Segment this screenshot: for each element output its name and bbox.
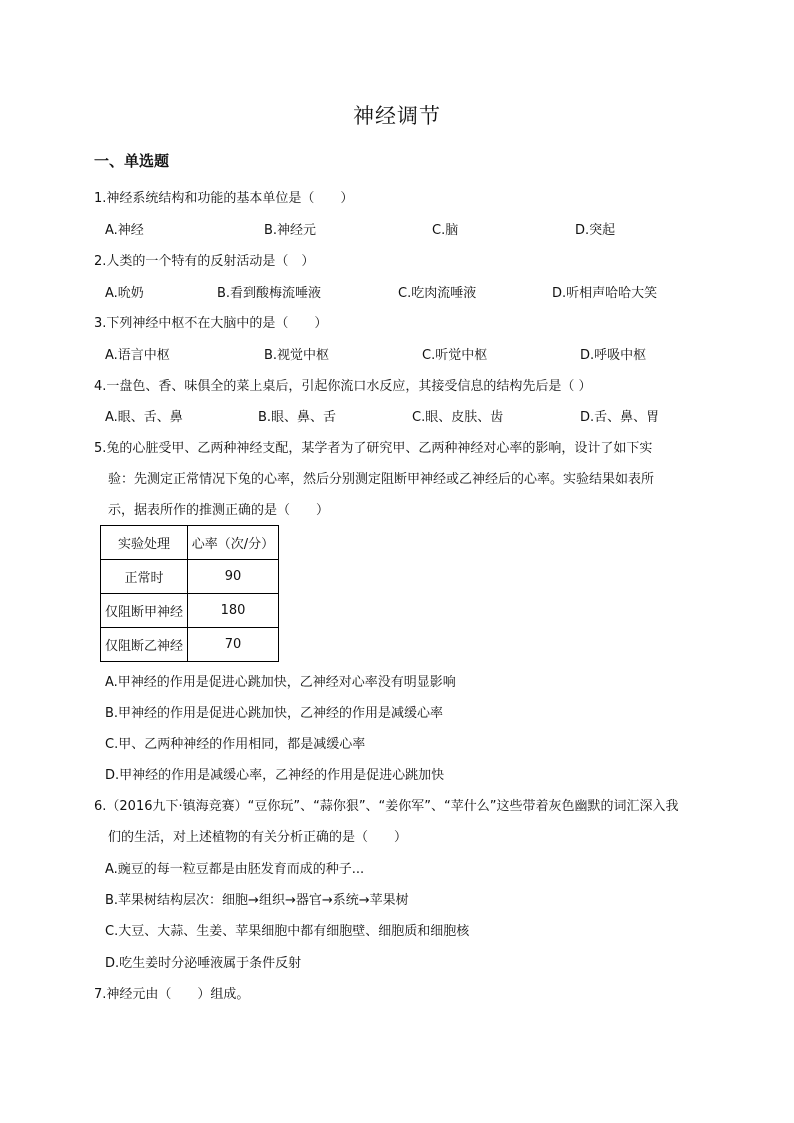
question-6-stem-line-2: 们的生活，对上述植物的有关分析正确的是（ ） [108, 830, 408, 845]
q4-option-c: C.眼、皮肤、齿 [412, 410, 504, 425]
table-row [101, 594, 279, 628]
q5-option-d: D.甲神经的作用是减缓心率，乙神经的作用是促进心跳加快 [105, 768, 445, 783]
q3-option-b: B.视觉中枢 [264, 348, 330, 363]
q1-option-a: A.神经 [105, 223, 144, 238]
question-3-stem: 3.下列神经中枢不在大脑中的是（ ） [94, 316, 328, 331]
question-4-stem: 4.一盘色、香、味俱全的菜上桌后，引起你流口水反应，其接受信息的结构先后是（ ） [94, 379, 592, 394]
q4-option-d: D.舌、鼻、胃 [580, 410, 660, 425]
table-header-cell: 实验处理 [101, 526, 188, 560]
q2-option-d: D.听相声哈哈大笑 [552, 286, 658, 301]
question-5-stem-line-2: 验：先测定正常情况下兔的心率，然后分别测定阻断甲神经或乙神经后的心率。实验结果如表所 [108, 472, 655, 487]
table-cell: 仅阻断甲神经 [101, 594, 188, 628]
q3-option-a: A.语言中枢 [105, 348, 170, 363]
q6-option-c: C.大豆、大蒜、生姜、苹果细胞中都有细胞壁、细胞质和细胞核 [105, 924, 470, 939]
q5-option-a: A.甲神经的作用是促进心跳加快，乙神经对心率没有明显影响 [105, 675, 456, 690]
page-title: 神经调节 [353, 104, 441, 128]
table-cell: 仅阻断乙神经 [101, 628, 188, 662]
q3-option-c: C.听觉中枢 [422, 348, 488, 363]
q2-option-b: B.看到酸梅流唾液 [217, 286, 322, 301]
table-cell: 70 [188, 628, 279, 662]
q1-option-b: B.神经元 [264, 223, 317, 238]
section-heading: 一、单选题 [94, 152, 170, 170]
table-row [101, 560, 279, 594]
question-5-stem-line-1: 5.兔的心脏受甲、乙两种神经支配，某学者为了研究甲、乙两种神经对心率的影响，设计了如下实 [94, 441, 653, 456]
table-row [101, 628, 279, 662]
q4-option-a: A.眼、舌、鼻 [105, 410, 183, 425]
table-cell: 90 [188, 560, 279, 594]
q4-option-b: B.眼、鼻、舌 [258, 410, 337, 425]
question-5-stem-line-3: 示，据表所作的推测正确的是（ ） [108, 503, 330, 518]
q2-option-a: A.吮奶 [105, 286, 144, 301]
q5-option-b: B.甲神经的作用是促进心跳加快，乙神经的作用是减缓心率 [105, 706, 444, 721]
q2-option-c: C.吃肉流唾液 [398, 286, 477, 301]
table-cell: 正常时 [101, 560, 188, 594]
q5-option-c: C.甲、乙两种神经的作用相同，都是减缓心率 [105, 737, 366, 752]
question-2-stem: 2.人类的一个特有的反射活动是（ ） [94, 254, 315, 269]
q3-option-d: D.呼吸中枢 [580, 348, 647, 363]
q6-option-d: D.吃生姜时分泌唾液属于条件反射 [105, 956, 302, 971]
question-7-stem: 7.神经元由（ ）组成。 [94, 987, 250, 1002]
heart-rate-table [100, 525, 279, 662]
question-1-stem: 1.神经系统结构和功能的基本单位是（ ） [94, 191, 354, 206]
table-header-row [101, 526, 279, 560]
q6-option-b: B.苹果树结构层次：细胞→组织→器官→系统→苹果树 [105, 893, 409, 908]
question-6-stem-line-1: 6.（2016九下·镇海竞赛）“豆你玩”、“蒜你狠”、“姜你军”、“苹什么”这些带着灰色幽默的词汇深入我 [94, 799, 679, 814]
q1-option-c: C.脑 [432, 223, 459, 238]
q6-option-a: A.豌豆的每一粒豆都是由胚发育而成的种子... [105, 862, 365, 877]
q1-option-d: D.突起 [575, 223, 616, 238]
table-cell: 180 [188, 594, 279, 628]
table-header-cell: 心率（次/分） [188, 526, 279, 560]
